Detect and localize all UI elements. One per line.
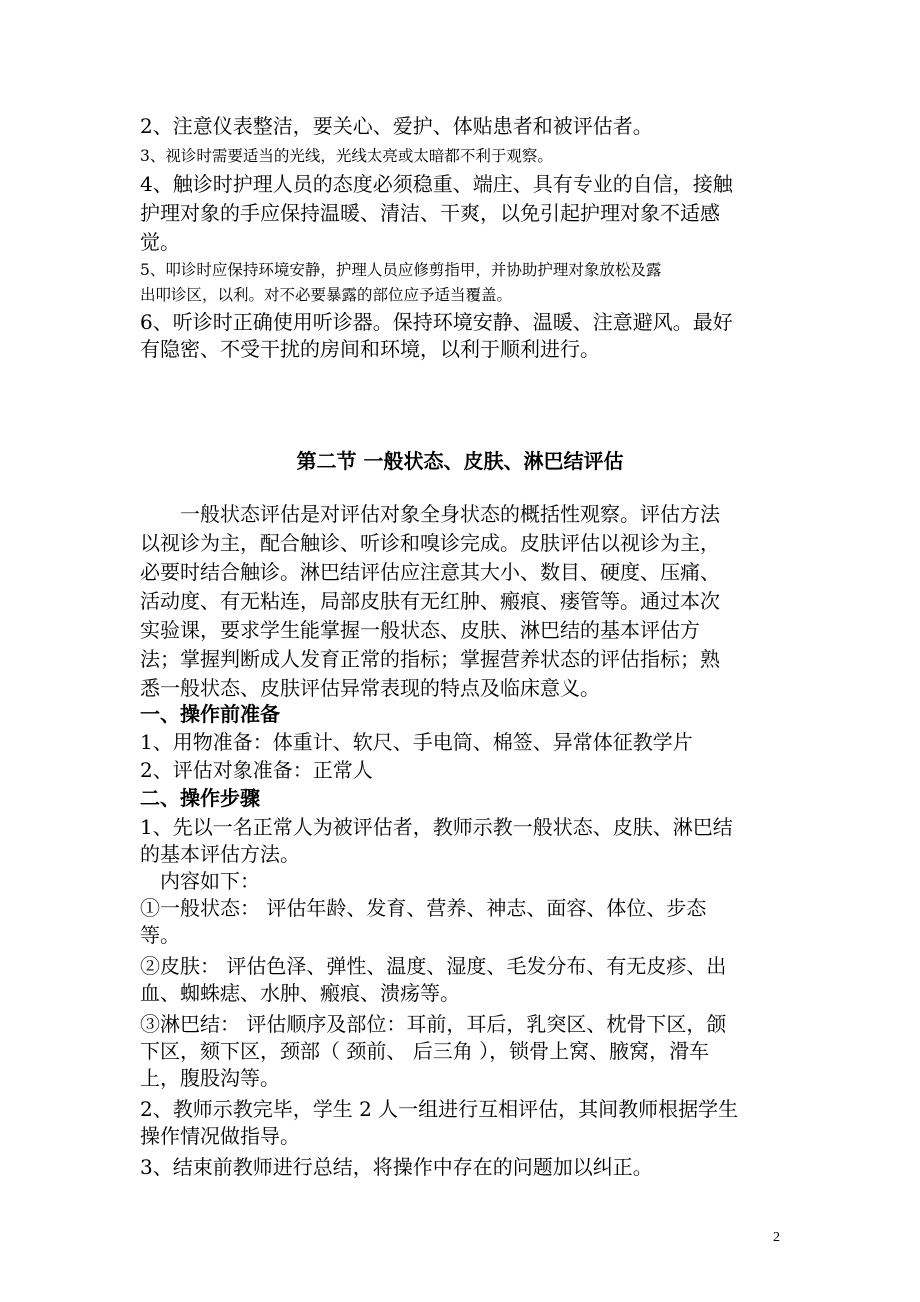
intro-line-5: 实验课，要求学生能掌握一般状态、皮肤、淋巴结的基本评估方 [140, 618, 700, 642]
intro-line-3: 必要时结合触诊。淋巴结评估应注意其大小、数目、硬度、压痛、 [140, 560, 720, 584]
steps-line-9: 下区，颏下区，颈部（ 颈前、 后三角 ），锁骨上窝、腋窝，滑车 [140, 1039, 710, 1063]
item-4-line-1: 4、触诊时护理人员的态度必须稳重、端庄、具有专业的自信，接触 [140, 172, 733, 196]
steps-line-2: 的基本评估方法。 [140, 842, 300, 866]
steps-line-7: 血、蜘蛛痣、水肿、瘢痕、溃疡等。 [140, 981, 460, 1005]
steps-line-4: ①一般状态： 评估年龄、发育、营养、神志、面容、体位、步态 [140, 896, 707, 920]
item-5-line-2: 出叩诊区，以利。对不必要暴露的部位应予适当覆盖。 [140, 286, 513, 304]
item-2-text: 2、注意仪表整洁，要关心、爱护、体贴患者和被评估者。 [140, 114, 653, 138]
intro-line-4: 活动度、有无粘连，局部皮肤有无红肿、瘢痕、瘘管等。通过本次 [140, 589, 720, 613]
intro-line-2: 以视诊为主，配合触诊、听诊和嗅诊完成。皮肤评估以视诊为主， [140, 531, 720, 555]
steps-line-10: 上，腹股沟等。 [140, 1066, 280, 1090]
steps-line-11: 2、教师示教完毕，学生 2 人一组进行互相评估，其间教师根据学生 [140, 1097, 739, 1121]
item-5-line-1: 5、叩诊时应保持环境安静，护理人员应修剪指甲，并协助护理对象放松及露 [140, 261, 662, 279]
item-4-line-3: 觉。 [140, 230, 180, 254]
section-title: 第二节 一般状态、皮肤、淋巴结评估 [296, 449, 624, 473]
steps-line-13: 3、结束前教师进行总结，将操作中存在的问题加以纠正。 [140, 1155, 653, 1179]
steps-line-1: 1、先以一名正常人为被评估者，教师示教一般状态、皮肤、淋巴结 [140, 815, 733, 839]
steps-line-5: 等。 [140, 923, 180, 947]
intro-line-7: 悉一般状态、皮肤评估异常表现的特点及临床意义。 [140, 676, 600, 700]
intro-line-6: 法；掌握判断成人发育正常的指标；掌握营养状态的评估指标；熟 [140, 647, 720, 671]
steps-line-6: ②皮肤： 评估色泽、弹性、温度、湿度、毛发分布、有无皮疹、出 [140, 954, 727, 978]
steps-heading: 二、操作步骤 [140, 786, 260, 810]
intro-line-1: 一般状态评估是对评估对象全身状态的概括性观察。评估方法 [140, 502, 720, 526]
page-number: 2 [773, 1230, 780, 1245]
steps-line-8: ③淋巴结： 评估顺序及部位：耳前，耳后，乳突区、枕骨下区，颌 [140, 1012, 727, 1036]
item-3-text: 3、视诊时需要适当的光线，光线太亮或太暗都不利于观察。 [140, 147, 553, 165]
steps-line-3: 内容如下： [140, 869, 260, 893]
item-6-line-1: 6、听诊时正确使用听诊器。保持环境安静、温暖、注意避风。最好 [140, 310, 733, 334]
prep-item-2: 2、评估对象准备：正常人 [140, 758, 373, 782]
prep-item-1: 1、用物准备：体重计、软尺、手电筒、棉签、异常体征教学片 [140, 730, 693, 754]
item-6-line-2: 有隐密、不受干扰的房间和环境，以利于顺利进行。 [140, 337, 600, 361]
steps-line-12: 操作情况做指导。 [140, 1124, 300, 1148]
item-4-line-2: 护理对象的手应保持温暖、清洁、干爽，以免引起护理对象不适感 [140, 201, 720, 225]
prep-heading: 一、操作前准备 [140, 702, 280, 726]
